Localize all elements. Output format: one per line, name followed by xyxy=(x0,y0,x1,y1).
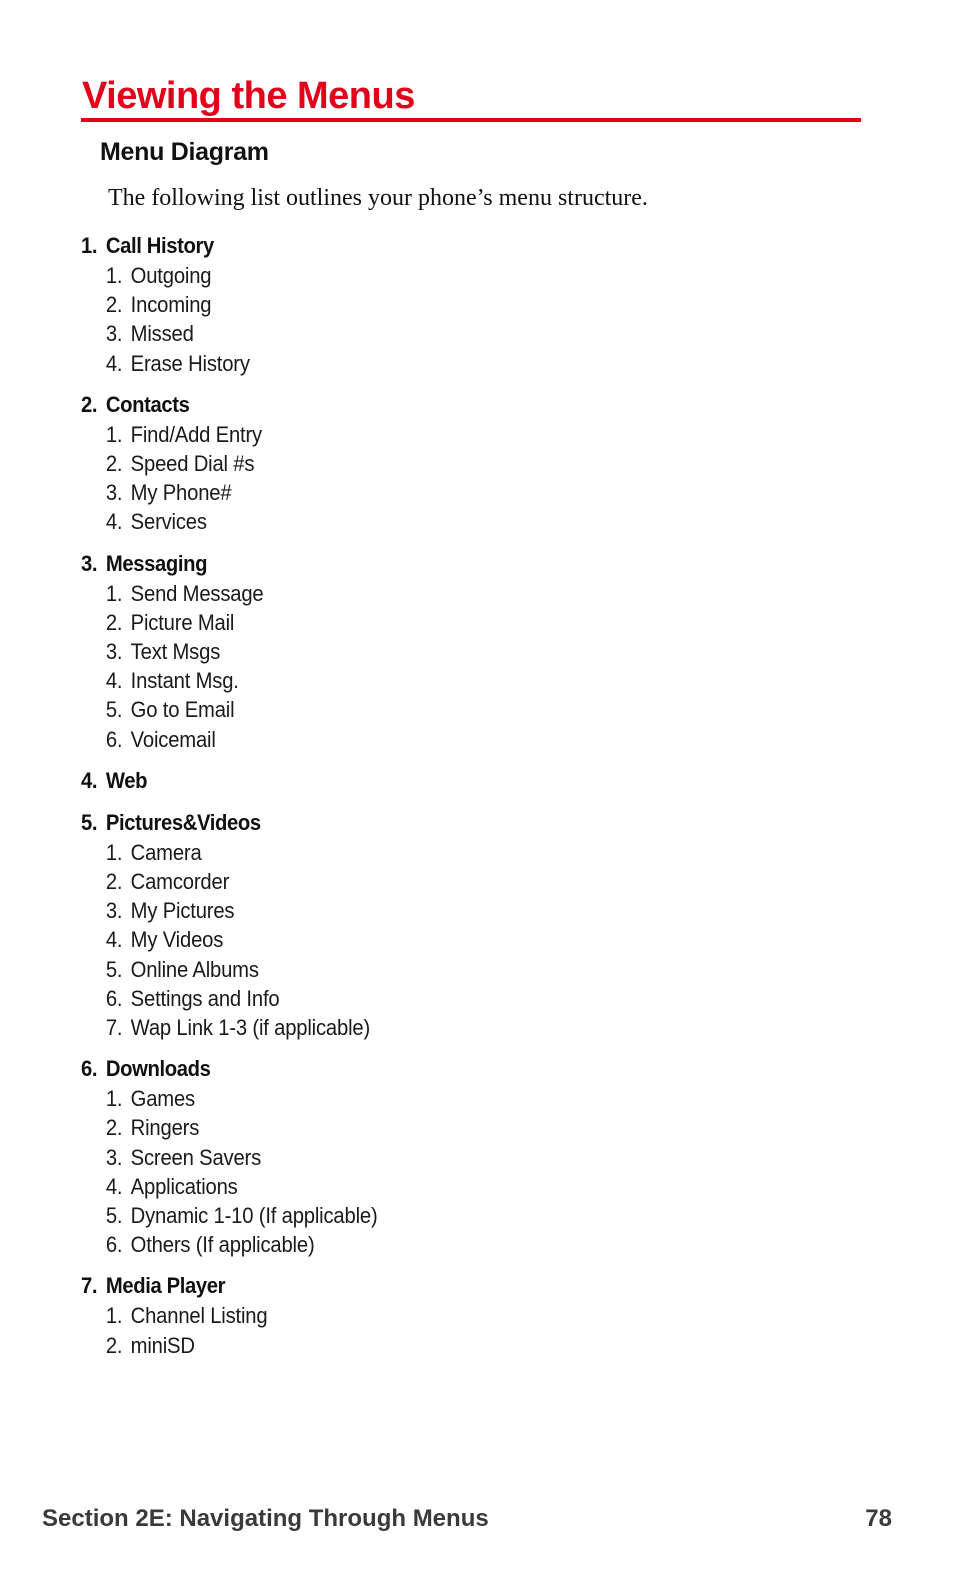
submenu-item-label: My Pictures xyxy=(130,898,235,924)
submenu-item xyxy=(81,1172,725,1201)
menu-group-heading xyxy=(81,549,725,579)
submenu-item-label: My Phone# xyxy=(130,480,232,506)
submenu-item xyxy=(81,319,725,348)
submenu-item-label: Picture Mail xyxy=(130,609,235,635)
submenu-item xyxy=(81,666,725,695)
submenu-item-number: 7. xyxy=(105,1015,123,1041)
submenu-item-number: 5. xyxy=(105,956,123,982)
submenu-item xyxy=(81,507,725,536)
menu-group-heading xyxy=(81,231,725,261)
submenu-item-number: 1. xyxy=(105,839,123,865)
menu-group-number: 4. xyxy=(81,767,98,793)
submenu-item-number: 6. xyxy=(105,985,123,1011)
submenu-item-label: Speed Dial #s xyxy=(130,451,255,477)
submenu-item-number: 4. xyxy=(105,509,123,535)
submenu-item-number: 2. xyxy=(105,869,123,895)
menu-group-label: Media Player xyxy=(105,1273,226,1299)
submenu-item-number: 1. xyxy=(105,580,123,606)
submenu-item xyxy=(81,1331,725,1360)
submenu-item xyxy=(81,1113,725,1142)
submenu-item-number: 4. xyxy=(105,668,123,694)
submenu-item-number: 1. xyxy=(105,1086,123,1112)
intro-text: The following list outlines your phone’s menu structure. xyxy=(108,185,648,211)
submenu-list xyxy=(81,1301,781,1359)
submenu-item-label: Voicemail xyxy=(130,726,216,752)
submenu-item xyxy=(81,955,725,984)
submenu-item-number: 1. xyxy=(105,1303,123,1329)
submenu-item-label: Erase History xyxy=(130,350,250,376)
submenu-item-label: Settings and Info xyxy=(130,985,280,1011)
submenu-item xyxy=(81,290,725,319)
submenu-item xyxy=(81,695,725,724)
submenu-item-number: 4. xyxy=(105,927,123,953)
submenu-item xyxy=(81,925,725,954)
submenu-item-number: 5. xyxy=(105,697,123,723)
submenu-item xyxy=(81,261,725,290)
submenu-list xyxy=(81,838,781,1042)
submenu-item-label: Channel Listing xyxy=(130,1303,268,1329)
menu-group xyxy=(81,549,781,754)
submenu-item-number: 3. xyxy=(105,898,123,924)
submenu-item xyxy=(81,420,725,449)
submenu-item xyxy=(81,608,725,637)
menu-group-number: 1. xyxy=(81,233,98,258)
submenu-item xyxy=(81,867,725,896)
submenu-list xyxy=(81,261,781,378)
section-heading: Menu Diagram xyxy=(100,138,269,166)
submenu-item-number: 2. xyxy=(105,609,123,635)
menu-group-heading xyxy=(81,390,725,420)
submenu-item-number: 4. xyxy=(105,350,123,376)
submenu-item-label: My Videos xyxy=(130,927,224,953)
menu-group xyxy=(81,1271,781,1359)
menu-group-label: Contacts xyxy=(105,391,190,417)
submenu-item-label: Dynamic 1-10 (If applicable) xyxy=(130,1203,378,1229)
submenu-item xyxy=(81,1143,725,1172)
menu-group-number: 3. xyxy=(81,550,98,576)
menu-group xyxy=(81,808,781,1042)
submenu-item xyxy=(81,896,725,925)
submenu-item-number: 6. xyxy=(105,726,123,752)
submenu-item-number: 2. xyxy=(105,1115,123,1141)
submenu-item-label: Outgoing xyxy=(130,263,212,288)
submenu-item-number: 3. xyxy=(105,321,123,347)
menu-group-label: Pictures&Videos xyxy=(105,809,261,835)
menu-group-number: 5. xyxy=(81,809,98,835)
submenu-item xyxy=(81,838,725,867)
submenu-item-number: 1. xyxy=(105,421,123,447)
submenu-item xyxy=(81,1230,725,1259)
submenu-item-number: 5. xyxy=(105,1203,123,1229)
submenu-item-label: Online Albums xyxy=(130,956,259,982)
submenu-item xyxy=(81,984,725,1013)
submenu-item-number: 3. xyxy=(105,480,123,506)
submenu-item xyxy=(81,1301,725,1330)
menu-group-label: Web xyxy=(105,767,148,793)
footer-section-title: Section 2E: Navigating Through Menus xyxy=(42,1505,489,1532)
submenu-item-number: 3. xyxy=(105,639,123,665)
submenu-item-number: 6. xyxy=(105,1232,123,1258)
submenu-item-label: Missed xyxy=(130,321,194,347)
submenu-item-number: 4. xyxy=(105,1173,123,1199)
menu-group-heading xyxy=(81,808,725,838)
submenu-item xyxy=(81,478,725,507)
title-rule xyxy=(81,118,861,122)
submenu-list xyxy=(81,420,781,537)
submenu-item-number: 2. xyxy=(105,451,123,477)
submenu-item-label: Others (If applicable) xyxy=(130,1232,315,1258)
submenu-item-label: Wap Link 1-3 (if applicable) xyxy=(130,1015,371,1041)
menu-group-heading xyxy=(81,1054,725,1084)
submenu-item xyxy=(81,1201,725,1230)
page-title: Viewing the Menus xyxy=(82,75,415,117)
submenu-item-number: 1. xyxy=(105,263,123,288)
submenu-item-label: Camera xyxy=(130,839,202,865)
menu-diagram-list xyxy=(81,231,781,1372)
menu-group xyxy=(81,766,781,796)
submenu-item-label: Camcorder xyxy=(130,869,230,895)
menu-group-label: Call History xyxy=(105,233,214,258)
submenu-item-label: Instant Msg. xyxy=(130,668,239,694)
submenu-item xyxy=(81,637,725,666)
menu-group-number: 6. xyxy=(81,1056,98,1082)
submenu-item xyxy=(81,725,725,754)
submenu-item-number: 3. xyxy=(105,1144,123,1170)
submenu-item-label: Text Msgs xyxy=(130,639,221,665)
submenu-item xyxy=(81,449,725,478)
submenu-item-label: Incoming xyxy=(130,292,212,318)
menu-group xyxy=(81,1054,781,1259)
submenu-item-label: Screen Savers xyxy=(130,1144,262,1170)
submenu-item-label: Send Message xyxy=(130,580,264,606)
menu-group-heading xyxy=(81,1271,725,1301)
submenu-list xyxy=(81,1084,781,1259)
menu-group-label: Messaging xyxy=(105,550,208,576)
submenu-item-label: miniSD xyxy=(130,1332,195,1358)
menu-group xyxy=(81,390,781,537)
menu-group xyxy=(81,231,781,378)
submenu-item-label: Go to Email xyxy=(130,697,235,723)
menu-group-heading xyxy=(81,766,725,796)
submenu-item-label: Ringers xyxy=(130,1115,200,1141)
submenu-item xyxy=(81,579,725,608)
submenu-item-label: Find/Add Entry xyxy=(130,421,262,447)
submenu-item xyxy=(81,349,725,378)
submenu-item-number: 2. xyxy=(105,292,123,318)
menu-group-number: 7. xyxy=(81,1273,98,1299)
submenu-item xyxy=(81,1084,725,1113)
submenu-item-label: Games xyxy=(130,1086,196,1112)
footer-page-number: 78 xyxy=(865,1505,892,1532)
menu-group-label: Downloads xyxy=(105,1056,211,1082)
menu-group-number: 2. xyxy=(81,391,98,417)
page-footer xyxy=(42,1503,892,1535)
submenu-item-label: Services xyxy=(130,509,207,535)
submenu-item xyxy=(81,1013,725,1042)
submenu-item-label: Applications xyxy=(130,1173,238,1199)
submenu-list xyxy=(81,579,781,754)
submenu-item-number: 2. xyxy=(105,1332,123,1358)
